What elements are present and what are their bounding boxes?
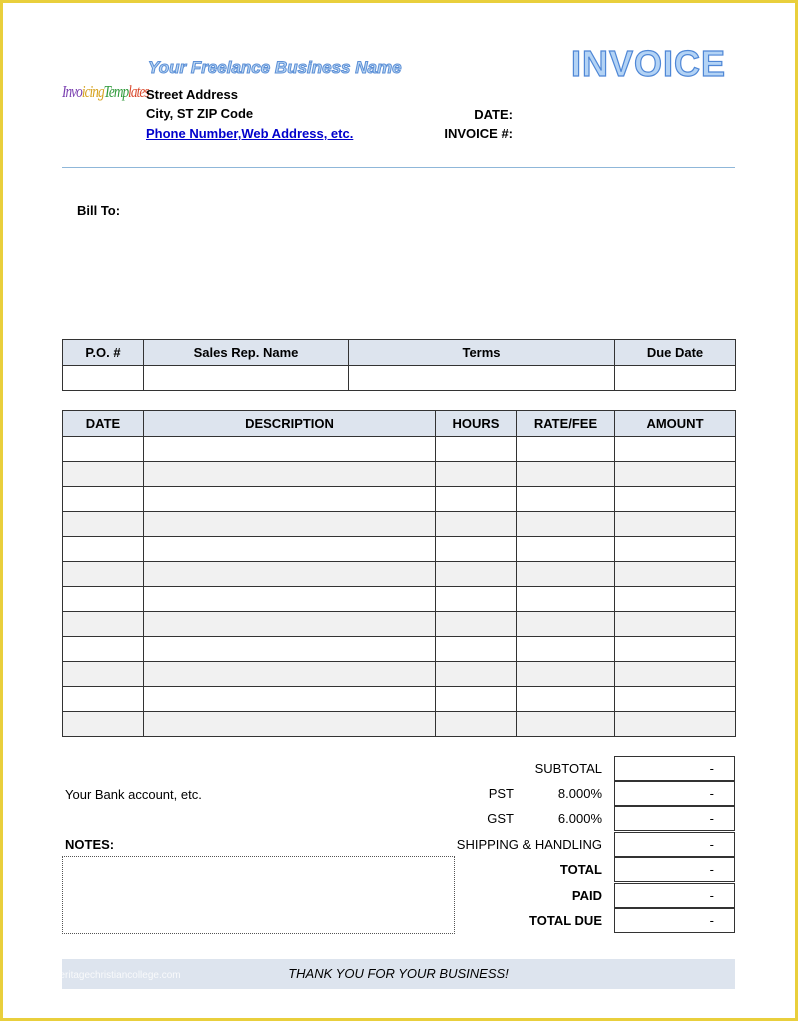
amount-cell[interactable] <box>615 662 736 687</box>
order-info-table <box>62 339 736 391</box>
date-cell[interactable] <box>63 687 144 712</box>
total-due-label: TOTAL DUE <box>529 913 602 928</box>
phone-web-link[interactable]: Phone Number,Web Address, etc. <box>146 126 354 141</box>
table-row <box>63 687 736 712</box>
date-cell[interactable] <box>63 537 144 562</box>
hours-cell[interactable] <box>436 462 517 487</box>
invoice-number-label: INVOICE #: <box>444 126 513 141</box>
sales-rep-header: Sales Rep. Name <box>144 340 349 366</box>
table-row <box>63 612 736 637</box>
rate-cell[interactable] <box>517 637 615 662</box>
shipping-label: SHIPPING & HANDLING <box>456 837 602 852</box>
shipping-value[interactable]: - <box>614 832 735 857</box>
gst-value: - <box>614 806 735 831</box>
date-cell[interactable] <box>63 512 144 537</box>
business-name[interactable]: Your Freelance Business Name <box>148 58 402 77</box>
line-items-table <box>62 410 736 737</box>
table-row <box>63 712 736 737</box>
rate-cell[interactable] <box>517 512 615 537</box>
invoice-title: INVOICE <box>570 43 726 84</box>
paid-label: PAID <box>571 888 602 903</box>
amount-cell[interactable] <box>615 537 736 562</box>
pst-value: - <box>614 781 735 806</box>
date-cell[interactable] <box>63 612 144 637</box>
subtotal-value: - <box>614 756 735 781</box>
amount-cell[interactable] <box>615 437 736 462</box>
description-cell[interactable] <box>144 687 436 712</box>
description-cell[interactable] <box>144 637 436 662</box>
rate-cell[interactable] <box>517 437 615 462</box>
rate-cell[interactable] <box>517 687 615 712</box>
description-cell[interactable] <box>144 437 436 462</box>
hours-cell[interactable] <box>436 612 517 637</box>
pst-label: PST <box>488 786 514 801</box>
date-cell[interactable] <box>63 562 144 587</box>
description-column-header: DESCRIPTION <box>144 411 436 437</box>
bill-to-label: Bill To: <box>77 203 121 218</box>
hours-cell[interactable] <box>436 687 517 712</box>
total-value: - <box>614 857 735 882</box>
table-row <box>63 637 736 662</box>
rate-cell[interactable] <box>517 462 615 487</box>
description-cell[interactable] <box>144 512 436 537</box>
description-cell[interactable] <box>144 662 436 687</box>
amount-cell[interactable] <box>615 712 736 737</box>
sales-rep-cell[interactable] <box>144 366 349 391</box>
rate-cell[interactable] <box>517 487 615 512</box>
table-row <box>63 662 736 687</box>
date-label: DATE: <box>474 107 513 122</box>
hours-cell[interactable] <box>436 487 517 512</box>
hours-cell[interactable] <box>436 562 517 587</box>
description-cell[interactable] <box>144 487 436 512</box>
hours-cell[interactable] <box>436 662 517 687</box>
date-cell[interactable] <box>63 437 144 462</box>
table-row <box>63 512 736 537</box>
date-cell[interactable] <box>63 587 144 612</box>
rate-cell[interactable] <box>517 612 615 637</box>
due-date-header: Due Date <box>615 340 736 366</box>
date-cell[interactable] <box>63 462 144 487</box>
hours-cell[interactable] <box>436 712 517 737</box>
subtotal-label: SUBTOTAL <box>534 761 602 776</box>
gst-label: GST <box>487 811 514 826</box>
rate-cell[interactable] <box>517 712 615 737</box>
pst-rate[interactable]: 8.000% <box>557 786 602 801</box>
terms-header: Terms <box>349 340 615 366</box>
company-logo: InvoicingTemplates <box>62 82 149 101</box>
hours-cell[interactable] <box>436 537 517 562</box>
amount-cell[interactable] <box>615 612 736 637</box>
notes-label: NOTES: <box>65 837 115 852</box>
thank-you-message: THANK YOU FOR YOUR BUSINESS! <box>288 966 509 981</box>
table-row <box>63 537 736 562</box>
date-column-header: DATE <box>63 411 144 437</box>
amount-cell[interactable] <box>615 512 736 537</box>
gst-rate[interactable]: 6.000% <box>557 811 602 826</box>
hours-cell[interactable] <box>436 512 517 537</box>
amount-cell[interactable] <box>615 462 736 487</box>
amount-cell[interactable] <box>615 687 736 712</box>
date-cell[interactable] <box>63 712 144 737</box>
table-row <box>63 487 736 512</box>
hours-cell[interactable] <box>436 437 517 462</box>
rate-cell[interactable] <box>517 537 615 562</box>
date-cell[interactable] <box>63 487 144 512</box>
city-state-zip[interactable]: City, ST ZIP Code <box>146 106 254 121</box>
watermark-text: www.heritagechristiancollege.com <box>30 970 181 981</box>
paid-value[interactable]: - <box>614 883 735 908</box>
rate-column-header: RATE/FEE <box>517 411 615 437</box>
description-cell[interactable] <box>144 712 436 737</box>
date-cell[interactable] <box>63 662 144 687</box>
notes-box[interactable] <box>62 856 455 934</box>
rate-cell[interactable] <box>517 587 615 612</box>
due-date-cell[interactable] <box>615 366 736 391</box>
description-cell[interactable] <box>144 587 436 612</box>
hours-cell[interactable] <box>436 587 517 612</box>
description-cell[interactable] <box>144 537 436 562</box>
table-row <box>63 562 736 587</box>
description-cell[interactable] <box>144 612 436 637</box>
amount-cell[interactable] <box>615 562 736 587</box>
description-cell[interactable] <box>144 462 436 487</box>
date-cell[interactable] <box>63 637 144 662</box>
rate-cell[interactable] <box>517 562 615 587</box>
table-row <box>63 437 736 462</box>
bank-account-text[interactable]: Your Bank account, etc. <box>65 787 202 802</box>
amount-cell[interactable] <box>615 487 736 512</box>
po-cell[interactable] <box>63 366 144 391</box>
amount-column-header: AMOUNT <box>615 411 736 437</box>
terms-cell[interactable] <box>349 366 615 391</box>
amount-cell[interactable] <box>615 637 736 662</box>
street-address[interactable]: Street Address <box>146 87 238 102</box>
hours-column-header: HOURS <box>436 411 517 437</box>
table-row <box>63 462 736 487</box>
amount-cell[interactable] <box>615 587 736 612</box>
rate-cell[interactable] <box>517 662 615 687</box>
total-label: TOTAL <box>559 862 602 877</box>
table-row <box>63 587 736 612</box>
hours-cell[interactable] <box>436 637 517 662</box>
description-cell[interactable] <box>144 562 436 587</box>
total-due-value: - <box>614 908 735 933</box>
header-divider <box>62 167 735 168</box>
po-header: P.O. # <box>63 340 144 366</box>
